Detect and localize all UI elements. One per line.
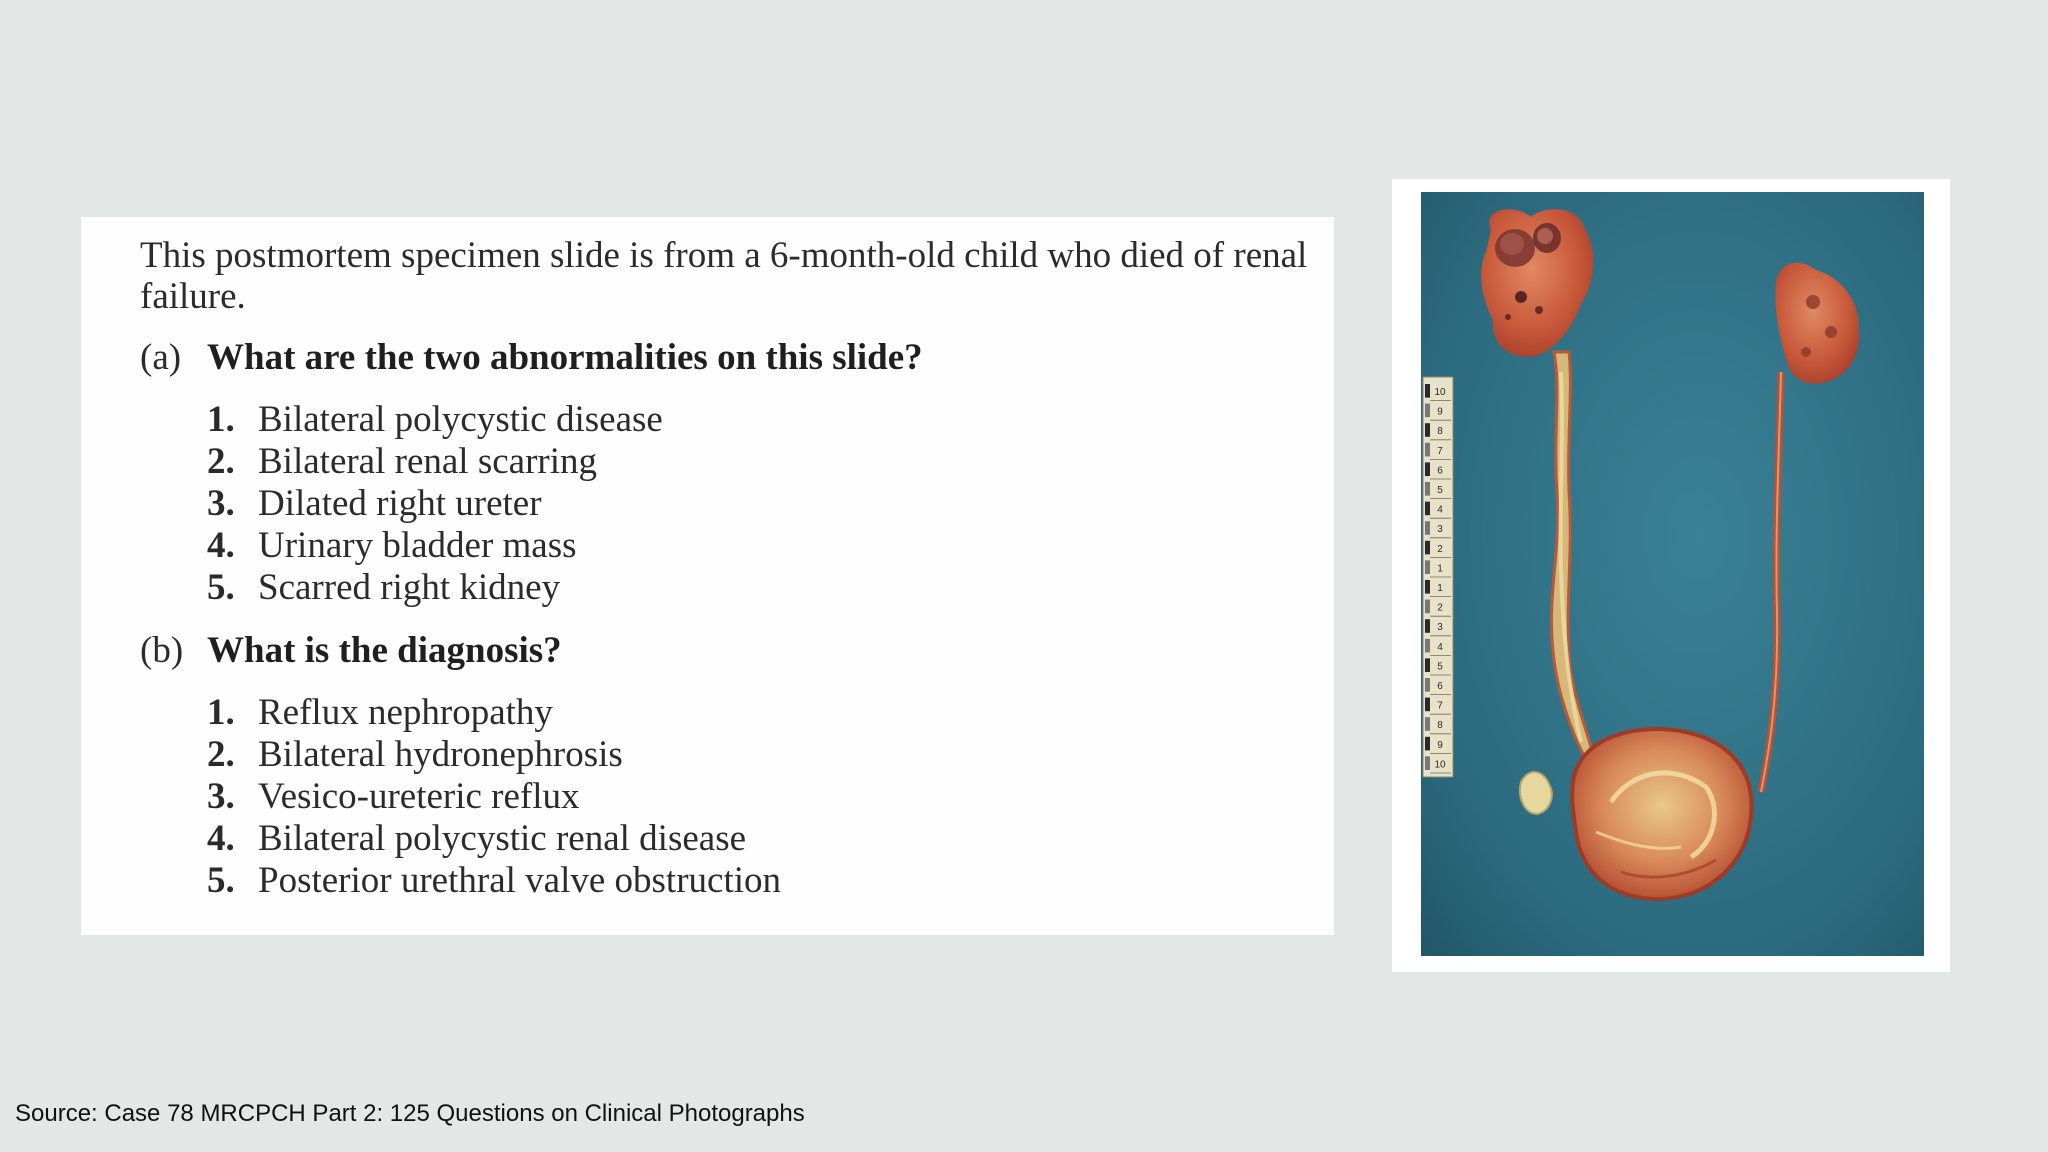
ruler-tick-label: 7 <box>1437 700 1443 712</box>
ruler-tick-block <box>1425 737 1430 751</box>
option-number: 5. <box>207 860 235 901</box>
ruler-tick-label: 2 <box>1437 543 1443 555</box>
option-text: Reflux nephropathy <box>258 692 553 733</box>
ruler-tick-block <box>1425 658 1430 672</box>
ruler-tick-label: 2 <box>1437 602 1443 614</box>
ruler-tick-block <box>1425 580 1430 594</box>
ruler-tick-block <box>1425 600 1430 614</box>
urinary-bladder <box>1572 729 1751 899</box>
question-a-letter: (a) <box>140 337 182 378</box>
ruler-tick-block <box>1425 639 1430 653</box>
left-kidney-cyst <box>1505 314 1511 320</box>
question-a-text: What are the two abnormalities on this slide? <box>207 337 923 378</box>
option-text: Bilateral polycystic disease <box>258 399 663 440</box>
ruler-tick-label: 5 <box>1437 661 1443 673</box>
option-item <box>207 567 1314 609</box>
option-item <box>207 399 1314 441</box>
ruler-tick-block <box>1425 443 1430 457</box>
option-item <box>207 860 1314 902</box>
ruler-tick-label: 4 <box>1437 641 1443 653</box>
ruler-tick-label: 3 <box>1437 622 1443 634</box>
ruler-tick-block <box>1425 541 1430 555</box>
option-item <box>207 734 1314 776</box>
ruler-tick-block <box>1425 384 1430 398</box>
option-number: 3. <box>207 483 235 524</box>
ruler-tick-block <box>1425 678 1430 692</box>
left-kidney-cyst <box>1515 291 1527 303</box>
ruler-tick-block <box>1425 482 1430 496</box>
option-number: 1. <box>207 399 235 440</box>
ruler-tick-block <box>1425 404 1430 418</box>
ruler-tick-label: 9 <box>1437 739 1443 751</box>
ruler-tick-block <box>1425 423 1430 437</box>
option-number: 5. <box>207 567 235 608</box>
ruler-tick-label: 10 <box>1434 387 1446 398</box>
option-text: Dilated right ureter <box>258 483 542 524</box>
ruler-tick-block <box>1425 756 1430 770</box>
option-text: Bilateral renal scarring <box>258 441 597 482</box>
option-item <box>207 441 1314 483</box>
question-panel <box>81 217 1334 935</box>
ruler-tick-block <box>1425 462 1430 476</box>
right-kidney-cyst <box>1825 326 1837 338</box>
option-number: 4. <box>207 818 235 859</box>
ruler-tick-label: 1 <box>1437 563 1443 575</box>
option-number: 4. <box>207 525 235 566</box>
question-b-options <box>207 692 1314 902</box>
question-intro: This postmortem specimen slide is from a 6-month-old child who died of renal failure. <box>140 235 1308 317</box>
option-item <box>207 818 1314 860</box>
option-item <box>207 692 1314 734</box>
ruler-tick-block <box>1425 521 1430 535</box>
question-a-options <box>207 399 1314 609</box>
ruler-tick-label: 9 <box>1437 406 1443 418</box>
option-number: 2. <box>207 441 235 482</box>
ruler-tick-label: 5 <box>1437 485 1443 496</box>
question-b-letter: (b) <box>140 630 184 671</box>
ruler-tick-block <box>1425 717 1430 731</box>
ruler-tick-block <box>1425 502 1430 516</box>
option-text: Bilateral hydronephrosis <box>258 734 623 775</box>
option-item <box>207 776 1314 818</box>
ruler-tick-label: 7 <box>1437 445 1443 457</box>
ruler-tick-label: 6 <box>1437 465 1443 477</box>
ruler-tick-label: 6 <box>1437 681 1443 692</box>
ruler-tick-block <box>1425 698 1430 712</box>
option-text: Vesico-ureteric reflux <box>258 776 580 817</box>
right-kidney-cyst <box>1806 295 1820 309</box>
left-kidney-cyst <box>1500 233 1524 255</box>
ruler-tick-label: 8 <box>1437 720 1443 732</box>
ruler-tick-label: 1 <box>1437 583 1443 594</box>
option-text: Posterior urethral valve obstruction <box>258 860 782 901</box>
ruler-tick-block <box>1425 560 1430 574</box>
option-text: Urinary bladder mass <box>258 525 577 566</box>
ruler-tick-label: 10 <box>1434 759 1446 771</box>
question-b <box>140 630 1314 672</box>
source-citation: Source: Case 78 MRCPCH Part 2: 125 Questions on Clinical Photographs <box>15 1100 805 1127</box>
ruler-tick-block <box>1425 619 1430 633</box>
scale-ruler <box>1423 377 1453 777</box>
specimen-photo-frame <box>1392 179 1950 972</box>
option-number: 3. <box>207 776 235 817</box>
option-item <box>207 525 1314 567</box>
right-kidney-cyst <box>1801 347 1811 357</box>
option-number: 2. <box>207 734 235 775</box>
ruler-tick-label: 8 <box>1437 426 1443 438</box>
ruler-tick-label: 4 <box>1437 504 1443 516</box>
left-kidney-cyst <box>1537 228 1553 244</box>
left-kidney-cyst <box>1535 306 1543 314</box>
question-b-text: What is the diagnosis? <box>207 630 562 671</box>
option-item <box>207 483 1314 525</box>
specimen-photo <box>1421 192 1924 956</box>
option-number: 1. <box>207 692 235 733</box>
option-text: Scarred right kidney <box>258 567 561 608</box>
bladder-shape <box>1572 729 1751 899</box>
tissue-fragment <box>1520 772 1552 814</box>
question-a <box>140 337 1314 379</box>
ruler-tick-label: 3 <box>1437 524 1443 536</box>
option-text: Bilateral polycystic renal disease <box>258 818 747 859</box>
